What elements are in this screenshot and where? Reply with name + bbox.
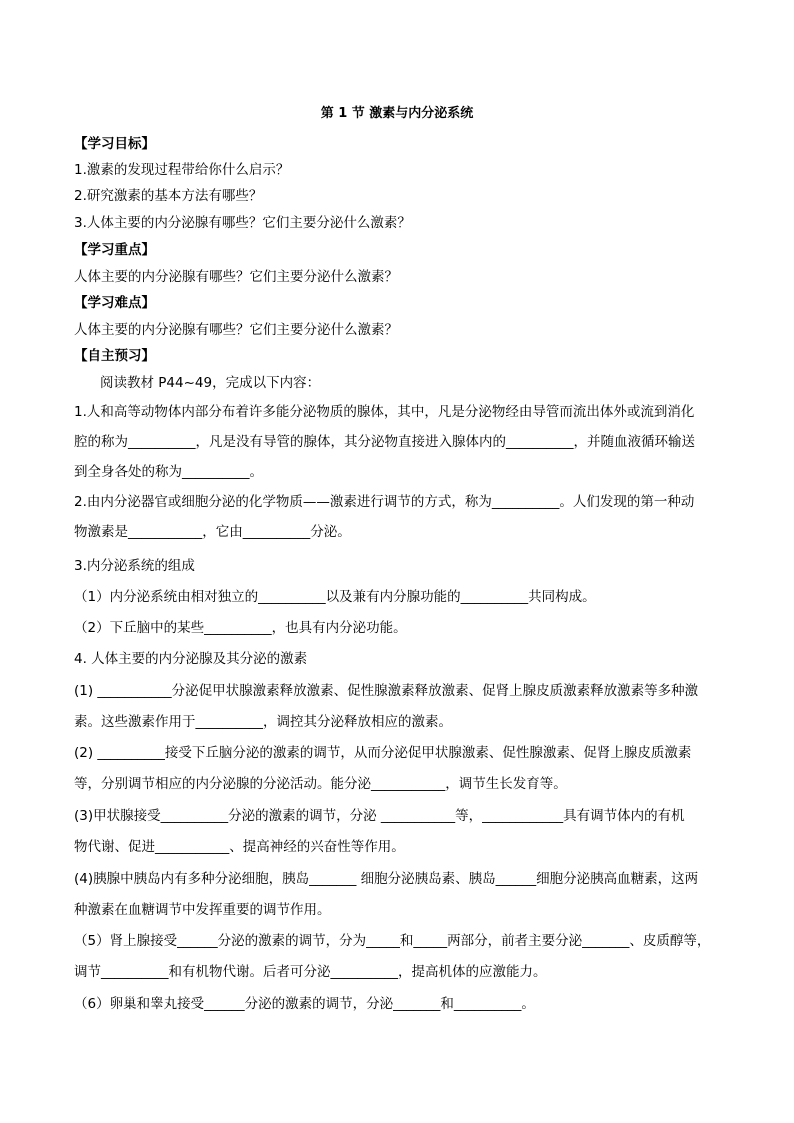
- question-3-item-2: （2）下丘脑中的某些__________，也具有内分泌功能。: [74, 620, 407, 636]
- question-3-heading: 3.内分泌系统的组成: [74, 558, 195, 574]
- heading-self-preview: 【自主预习】: [74, 348, 155, 364]
- key-point-text: 人体主要的内分泌腺有哪些？它们主要分泌什么激素？: [74, 269, 398, 285]
- question-4-item-1-line-2: 素。这些激素作用于__________，调控其分泌释放相应的激素。: [74, 714, 452, 730]
- question-4-item-4-line-2: 种激素在血糖调节中发挥重要的调节作用。: [74, 902, 331, 918]
- goal-2: 2.研究激素的基本方法有哪些？: [74, 188, 263, 204]
- goal-3: 3.人体主要的内分泌腺有哪些？它们主要分泌什么激素？: [74, 215, 411, 231]
- reading-instruction: 阅读教材 P44~49，完成以下内容：: [100, 375, 321, 391]
- question-2-line-2: 物激素是___________，它由__________分泌。: [74, 524, 351, 540]
- question-1-line-1: 1.人和高等动物体内部分布着许多能分泌物质的腺体，其中，凡是分泌物经由导管而流出体外或流到消化: [74, 404, 695, 420]
- question-4-item-5-line-1: （5）肾上腺接受______分泌的激素的调节，分为_____和_____两部分，前者主要分泌_______、皮质醇等，: [74, 933, 711, 949]
- question-3-item-1: （1）内分泌系统由相对独立的__________以及兼有内分腺功能的__________共同构成。: [74, 589, 596, 605]
- question-4-item-5-line-2: 调节__________和有机物代谢。后者可分泌__________，提高机体的应激能力。: [74, 964, 547, 980]
- question-4-item-3-line-1: (3)甲状腺接受__________分泌的激素的调节，分泌 ___________等，____________具有调节体内的有机: [74, 808, 685, 824]
- page-title: 第 1 节 激素与内分泌系统: [320, 106, 474, 121]
- question-1-line-2: 腔的称为__________，凡是没有导管的腺体，其分泌物直接进入腺体内的__________，并随血液循环输送: [74, 434, 695, 450]
- question-4-item-4-line-1: (4)胰腺中胰岛内有多种分泌细胞，胰岛_______ 细胞分泌胰岛素、胰岛______细胞分泌胰高血糖素，这两: [74, 871, 699, 887]
- heading-difficulties: 【学习难点】: [74, 295, 155, 311]
- heading-learning-goals: 【学习目标】: [74, 136, 155, 152]
- question-4-item-6: （6）卵巢和睾丸接受______分泌的激素的调节，分泌_______和__________。: [74, 996, 535, 1012]
- difficulty-text: 人体主要的内分泌腺有哪些？它们主要分泌什么激素？: [74, 322, 398, 338]
- question-1-line-3: 到全身各处的称为__________。: [74, 464, 263, 480]
- goal-1: 1.激素的发现过程带给你什么启示？: [74, 162, 290, 178]
- question-4-item-2-line-1: (2) __________接受下丘脑分泌的激素的调节，从而分泌促甲状腺激素、促性腺激素、促肾上腺皮质激素: [74, 745, 692, 761]
- question-2-line-1: 2.由内分泌器官或细胞分泌的化学物质——激素进行调节的方式，称为__________。人们发现的第一种动: [74, 494, 695, 510]
- heading-key-points: 【学习重点】: [74, 242, 155, 258]
- question-4-item-3-line-2: 物代谢、促进___________、提高神经的兴奋性等作用。: [74, 839, 405, 855]
- question-4-heading: 4. 人体主要的内分泌腺及其分泌的激素: [74, 651, 308, 667]
- question-4-item-2-line-2: 等，分别调节相应的内分泌腺的分泌活动。能分泌___________，调节生长发育等。: [74, 776, 567, 792]
- question-4-item-1-line-1: (1) ___________分泌促甲状腺激素释放激素、促性腺激素释放激素、促肾上腺皮质激素释放激素等多种激: [74, 683, 699, 699]
